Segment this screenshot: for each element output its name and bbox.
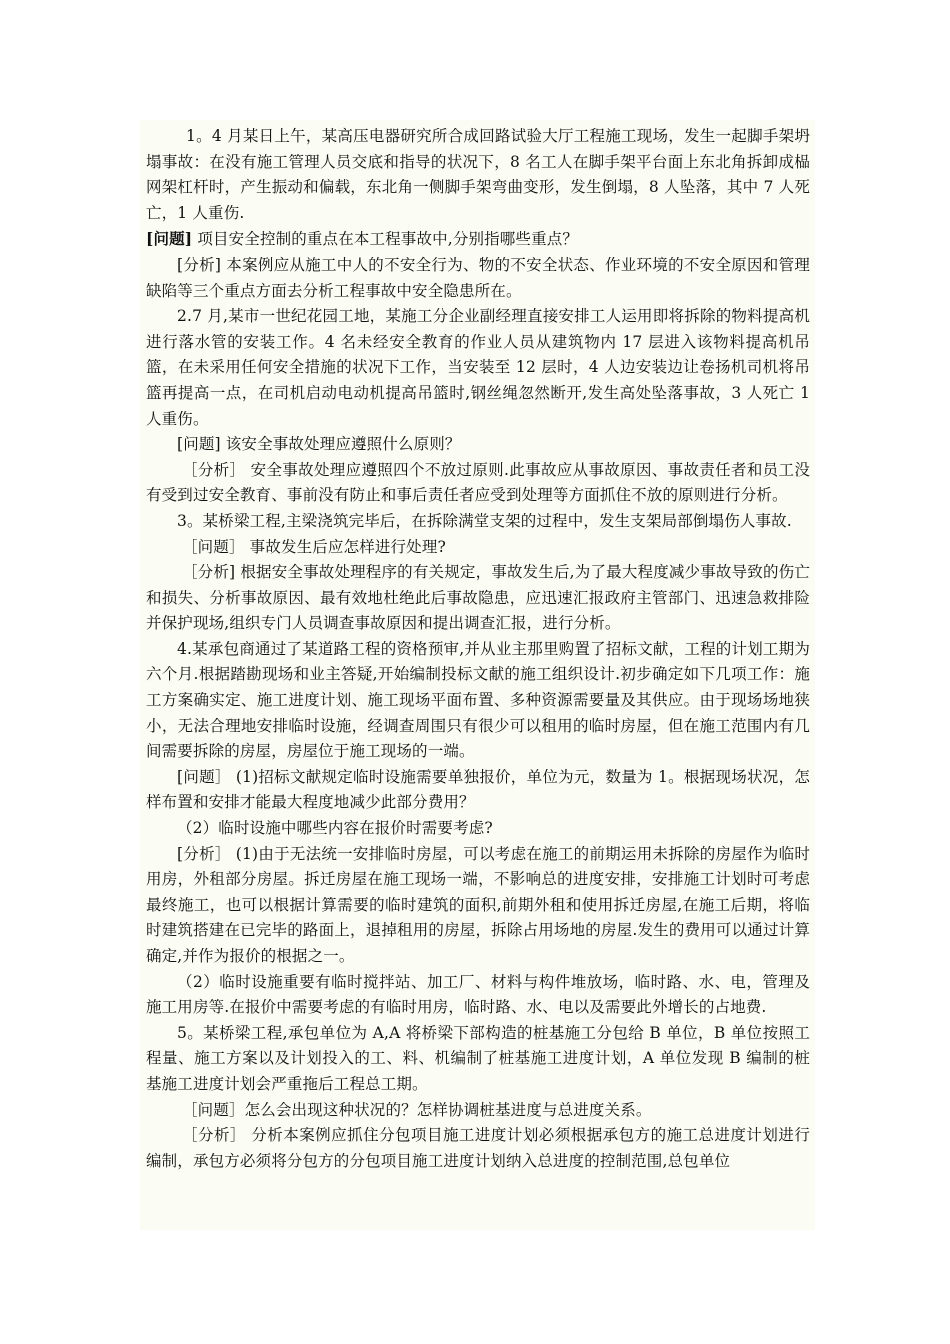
paragraph-text: [分析］ (1)由于无法统一安排临时房屋，可以考虑在施工的前期运用未拆除的房屋作为临时用房，外租部分房屋。拆迁房屋在施工现场一端，不影响总的进度安排，安排施工计划时可考虑最终施工，也可以根据计算需要的临时建筑的面积,前期外租和使用拆迁房屋,在施工后期，将临时建筑搭建在已完毕的路面上，退掉租用的房屋，拆除占用场地的房屋.发生的费用可以通过计算确定,并作为报价的根据之一。 (146, 844, 810, 965)
paragraph-text: 2.7 月,某市一世纪花园工地，某施工分企业副经理直接安排工人运用即将拆除的物料提高机进行落水管的安装工作。4 名未经安全教育的作业人员从建筑物内 17 层进入该物料提高机吊篮，在未采用任何安全措施的状况下工作，当安装至 12 层时，4 人边安装边让卷扬机司机将吊篮再提高一点，在司机启动电动机提高吊篮时,钢丝绳忽然断开,发生高处坠落事故，3 人死亡 1 人重伤。 (146, 307, 810, 428)
paragraph-question-4-2 (146, 816, 810, 842)
paragraph-case-4 (146, 637, 810, 765)
paragraph-analysis-2 (146, 458, 810, 509)
paragraph-text: [问题］ (1)招标文献规定临时设施需要单独报价，单位为元，数量为 1。根据现场状况，怎样布置和安排才能最大程度地减少此部分费用？ (146, 767, 810, 812)
paragraph-analysis-4-1 (146, 842, 810, 970)
paragraph-case-3 (146, 509, 810, 535)
paragraph-question-1 (146, 226, 810, 253)
question-label: [问题] (146, 229, 193, 249)
paragraph-analysis-1 (146, 253, 810, 304)
paragraph-text: 1。4 月某日上午，某高压电器研究所合成回路试验大厅工程施工现场，发生一起脚手架坍塌事故：在没有施工管理人员交底和指导的状况下，8 名工人在脚手架平台面上东北角拆卸成榀网架杠杆时，产生振动和偏载，东北角一侧脚手架弯曲变形，发生倒塌，8 人坠落，其中 7 人死亡，1 人重伤. (146, 127, 810, 222)
paragraph-text: 3。某桥梁工程,主梁浇筑完毕后，在拆除满堂支架的过程中，发生支架局部倒塌伤人事故. (177, 511, 792, 530)
paragraph-text: 5。某桥梁工程,承包单位为 A,A 将桥梁下部构造的桩基施工分包给 B 单位，B 单位按照工程量、施工方案以及计划投入的工、料、机编制了桩基施工进度计划，A 单位发现 B 编制的桩基施工进度计划会严重拖后工程总工期。 (146, 1023, 810, 1093)
paragraph-case-5 (146, 1021, 810, 1098)
paragraph-analysis-3 (146, 560, 810, 637)
paragraph-question-5 (146, 1098, 810, 1124)
paragraph-case-2 (146, 304, 810, 432)
paragraph-text: ［分析］ 分析本案例应抓住分包项目施工进度计划必须根据承包方的施工总进度计划进行编制，承包方必须将分包方的分包项目施工进度计划纳入总进度的控制范围,总包单位 (146, 1126, 810, 1170)
paragraph-text: 项目安全控制的重点在本工程事故中,分别指哪些重点？ (192, 230, 579, 249)
paragraph-text: [分析] 本案例应从施工中人的不安全行为、物的不安全状态、作业环境的不安全原因和管理缺陷等三个重点方面去分析工程事故中安全隐患所在。 (146, 255, 810, 300)
paragraph-text: （2）临时设施中哪些内容在报价时需要考虑? (177, 819, 493, 838)
paragraph-analysis-5 (146, 1123, 810, 1174)
paragraph-text: ［问题］怎么会出现这种状况的？怎样协调桩基进度与总进度关系。 (182, 1100, 652, 1119)
paragraph-question-4-1 (146, 765, 810, 816)
paragraph-case-1 (146, 124, 810, 226)
paragraph-analysis-4-2 (146, 970, 810, 1021)
paragraph-text: [问题] 该安全事故处理应遵照什么原则？ (177, 435, 461, 454)
paragraph-question-3 (146, 535, 810, 561)
paragraph-text: 4.某承包商通过了某道路工程的资格预审,并从业主那里购置了招标文献，工程的计划工期为六个月.根据踏勘现场和业主答疑,开始编制投标文献的施工组织设计.初步确定如下几项工作：施工方案确实定、施工进度计划、施工现场平面布置、多种资源需要量及其供应。由于现场场地狭小，无法合理地安排临时设施，经调查周围只有很少可以租用的临时房屋，但在施工范围内有几间需要拆除的房屋，房屋位于施工现场的一端。 (146, 639, 810, 761)
document-body (146, 124, 810, 1174)
paragraph-text: ［分析] 根据安全事故处理程序的有关规定，事故发生后,为了最大程度减少事故导致的伤亡和损失、分析事故原因、最有效地杜绝此后事故隐患，应迅速汇报政府主管部门、迅速急救排险并保护现场,组织专门人员调查事故原因和提出调查汇报，进行分析。 (146, 563, 810, 633)
paragraph-text: （2）临时设施重要有临时搅拌站、加工厂、材料与构件堆放场，临时路、水、电，管理及施工用房等.在报价中需要考虑的有临时用房，临时路、水、电以及需要此外增长的占地费. (146, 972, 810, 1017)
paragraph-text: ［问题］ 事故发生后应怎样进行处理? (182, 537, 446, 556)
paragraph-text: ［分析］ 安全事故处理应遵照四个不放过原则.此事故应从事故原因、事故责任者和员工没有受到过安全教育、事前没有防止和事后责任者应受到处理等方面抓住不放的原则进行分析。 (146, 460, 810, 505)
paragraph-question-2 (146, 432, 810, 458)
